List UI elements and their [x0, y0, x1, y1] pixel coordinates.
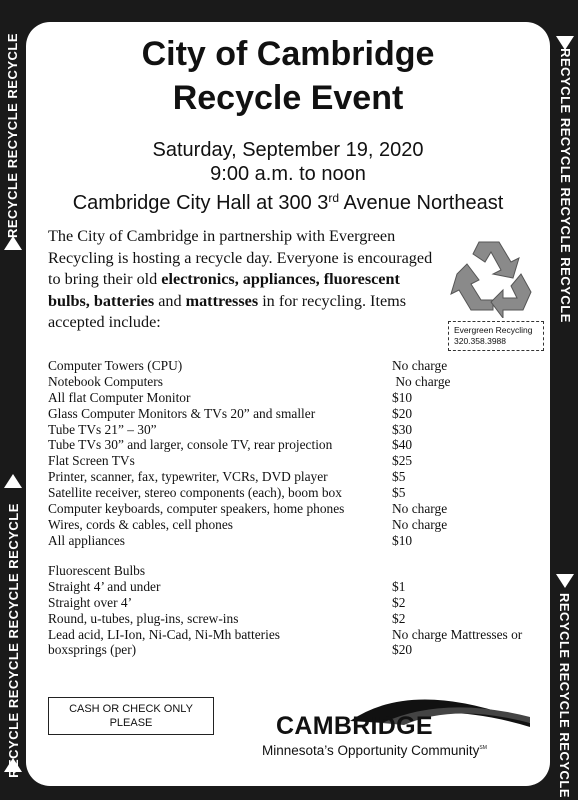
arrow-up-icon [4, 474, 22, 488]
item-description: Lead acid, LI-Ion, Ni-Cad, Ni-Mh batteries [48, 626, 281, 642]
list-item [48, 453, 538, 469]
item-description: Computer Towers (CPU) [48, 358, 183, 373]
item-description: Wires, cords & cables, cell phones [48, 516, 234, 532]
item-price: $5 [392, 485, 406, 501]
location-text: Avenue Northeast [339, 192, 504, 214]
border-recycle-text: RECYCLE RECYCLE RECYCLE [557, 592, 573, 798]
event-time: 9:00 a.m. to noon [210, 163, 366, 185]
accepted-items-list [48, 358, 538, 549]
cambridge-logo-word: CAMBRIDGE [276, 712, 433, 740]
item-price: $10 [392, 532, 413, 548]
list-item [48, 595, 538, 611]
event-date: Saturday, September 19, 2020 [152, 139, 424, 161]
arrow-up-icon [4, 236, 22, 250]
item-description: Printer, scanner, fax, typewriter, VCRs, DVD player [48, 469, 328, 485]
intro-text: in for recycling. Items accepted include: [48, 291, 407, 331]
payment-notice-box [48, 697, 214, 735]
item-description: Fluorescent Bulbs [48, 563, 146, 578]
item-description: Straight 4’ and under [48, 578, 161, 594]
border-recycle-text: RECYCLE RECYCLE RECYCLE [5, 32, 21, 238]
list-item [48, 563, 538, 579]
list-item [48, 501, 538, 517]
location-text: Cambridge City Hall at 300 3 [72, 192, 329, 214]
list-item [48, 422, 538, 438]
payment-notice-line: CASH OR CHECK ONLY [69, 703, 193, 715]
item-price: $25 [392, 453, 413, 469]
intro-paragraph [48, 226, 438, 334]
item-description: Round, u-tubes, plug-ins, screw-ins [48, 610, 239, 626]
list-item [48, 611, 538, 627]
item-price: $1 [392, 578, 406, 594]
list-item [48, 358, 538, 374]
item-price: $10 [392, 389, 413, 405]
item-description: Computer keyboards, computer speakers, home phones [48, 501, 345, 517]
item-description: All flat Computer Monitor [48, 389, 191, 405]
list-item [48, 533, 538, 549]
item-price: $5 [392, 469, 406, 485]
left-border-text-top [0, 20, 26, 250]
item-description: All appliances [48, 532, 125, 548]
arrow-down-icon [556, 574, 574, 588]
page-title: City of Cambridge [141, 35, 435, 73]
item-price: $30 [392, 421, 413, 437]
item-description: Tube TVs 21” – 30” [48, 421, 157, 437]
list-item [48, 406, 538, 422]
list-item [48, 390, 538, 406]
payment-notice-line: PLEASE [109, 717, 153, 729]
evergreen-name: Evergreen Recycling [454, 325, 533, 335]
item-price: No charge [392, 373, 451, 389]
intro-bold-items: mattresses [185, 291, 259, 310]
item-price: No charge Mattresses or [392, 626, 523, 642]
list-item [48, 374, 538, 390]
item-description: Notebook Computers [48, 373, 163, 389]
event-location [26, 186, 550, 215]
item-description: Satellite receiver, stereo components (each), boom box [48, 485, 342, 501]
item-price: $40 [392, 437, 413, 453]
list-item [48, 642, 538, 658]
list-item [48, 485, 538, 501]
item-description: Glass Computer Monitors & TVs 20” and smaller [48, 405, 316, 421]
list-item [48, 627, 538, 643]
location-superscript: rd [328, 191, 340, 205]
arrow-down-icon [556, 36, 574, 50]
list-item [48, 437, 538, 453]
right-border-text-top [552, 47, 578, 323]
intro-text: The City of Cambridge in partnership with Evergreen Recycling is hosting a recycle day. Everyone is encouraged to bring their old [48, 227, 433, 288]
item-price: $2 [392, 594, 406, 610]
item-price: No charge [392, 516, 448, 532]
bulbs-batteries-list [48, 563, 538, 658]
item-description: Straight over 4’ [48, 594, 133, 610]
evergreen-phone: 320.358.3988 [454, 336, 506, 346]
service-mark: SM [479, 745, 487, 751]
cambridge-tagline [262, 740, 487, 759]
intro-bold-items: electronics, appliances, fluorescent bulbs, batteries [48, 270, 400, 310]
list-item [48, 517, 538, 533]
item-description: Flat Screen TVs [48, 453, 135, 469]
item-price: No charge [392, 501, 448, 517]
intro-text: and [154, 291, 186, 310]
item-price: $20 [392, 642, 413, 658]
tagline-text: Minnesota’s Opportunity Community [262, 743, 480, 758]
list-item [48, 579, 538, 595]
list-item [48, 469, 538, 485]
recycle-icon [441, 234, 537, 318]
item-price: $20 [392, 405, 413, 421]
arrow-up-icon [4, 758, 22, 772]
border-recycle-text: RECYCLE RECYCLE RECYCLE RECYCLE [5, 502, 21, 778]
evergreen-contact-box [448, 321, 544, 351]
right-border-text-bottom [552, 590, 578, 800]
item-price: $2 [392, 610, 406, 626]
item-description: boxsprings (per) [48, 642, 137, 658]
item-description: Tube TVs 30” and larger, console TV, rear projection [48, 437, 333, 453]
item-price: No charge [392, 358, 448, 373]
border-recycle-text: RECYCLE RECYCLE RECYCLE RECYCLE [557, 47, 573, 323]
page-subtitle: Recycle Event [172, 79, 404, 117]
left-border-text-bottom [0, 490, 26, 790]
